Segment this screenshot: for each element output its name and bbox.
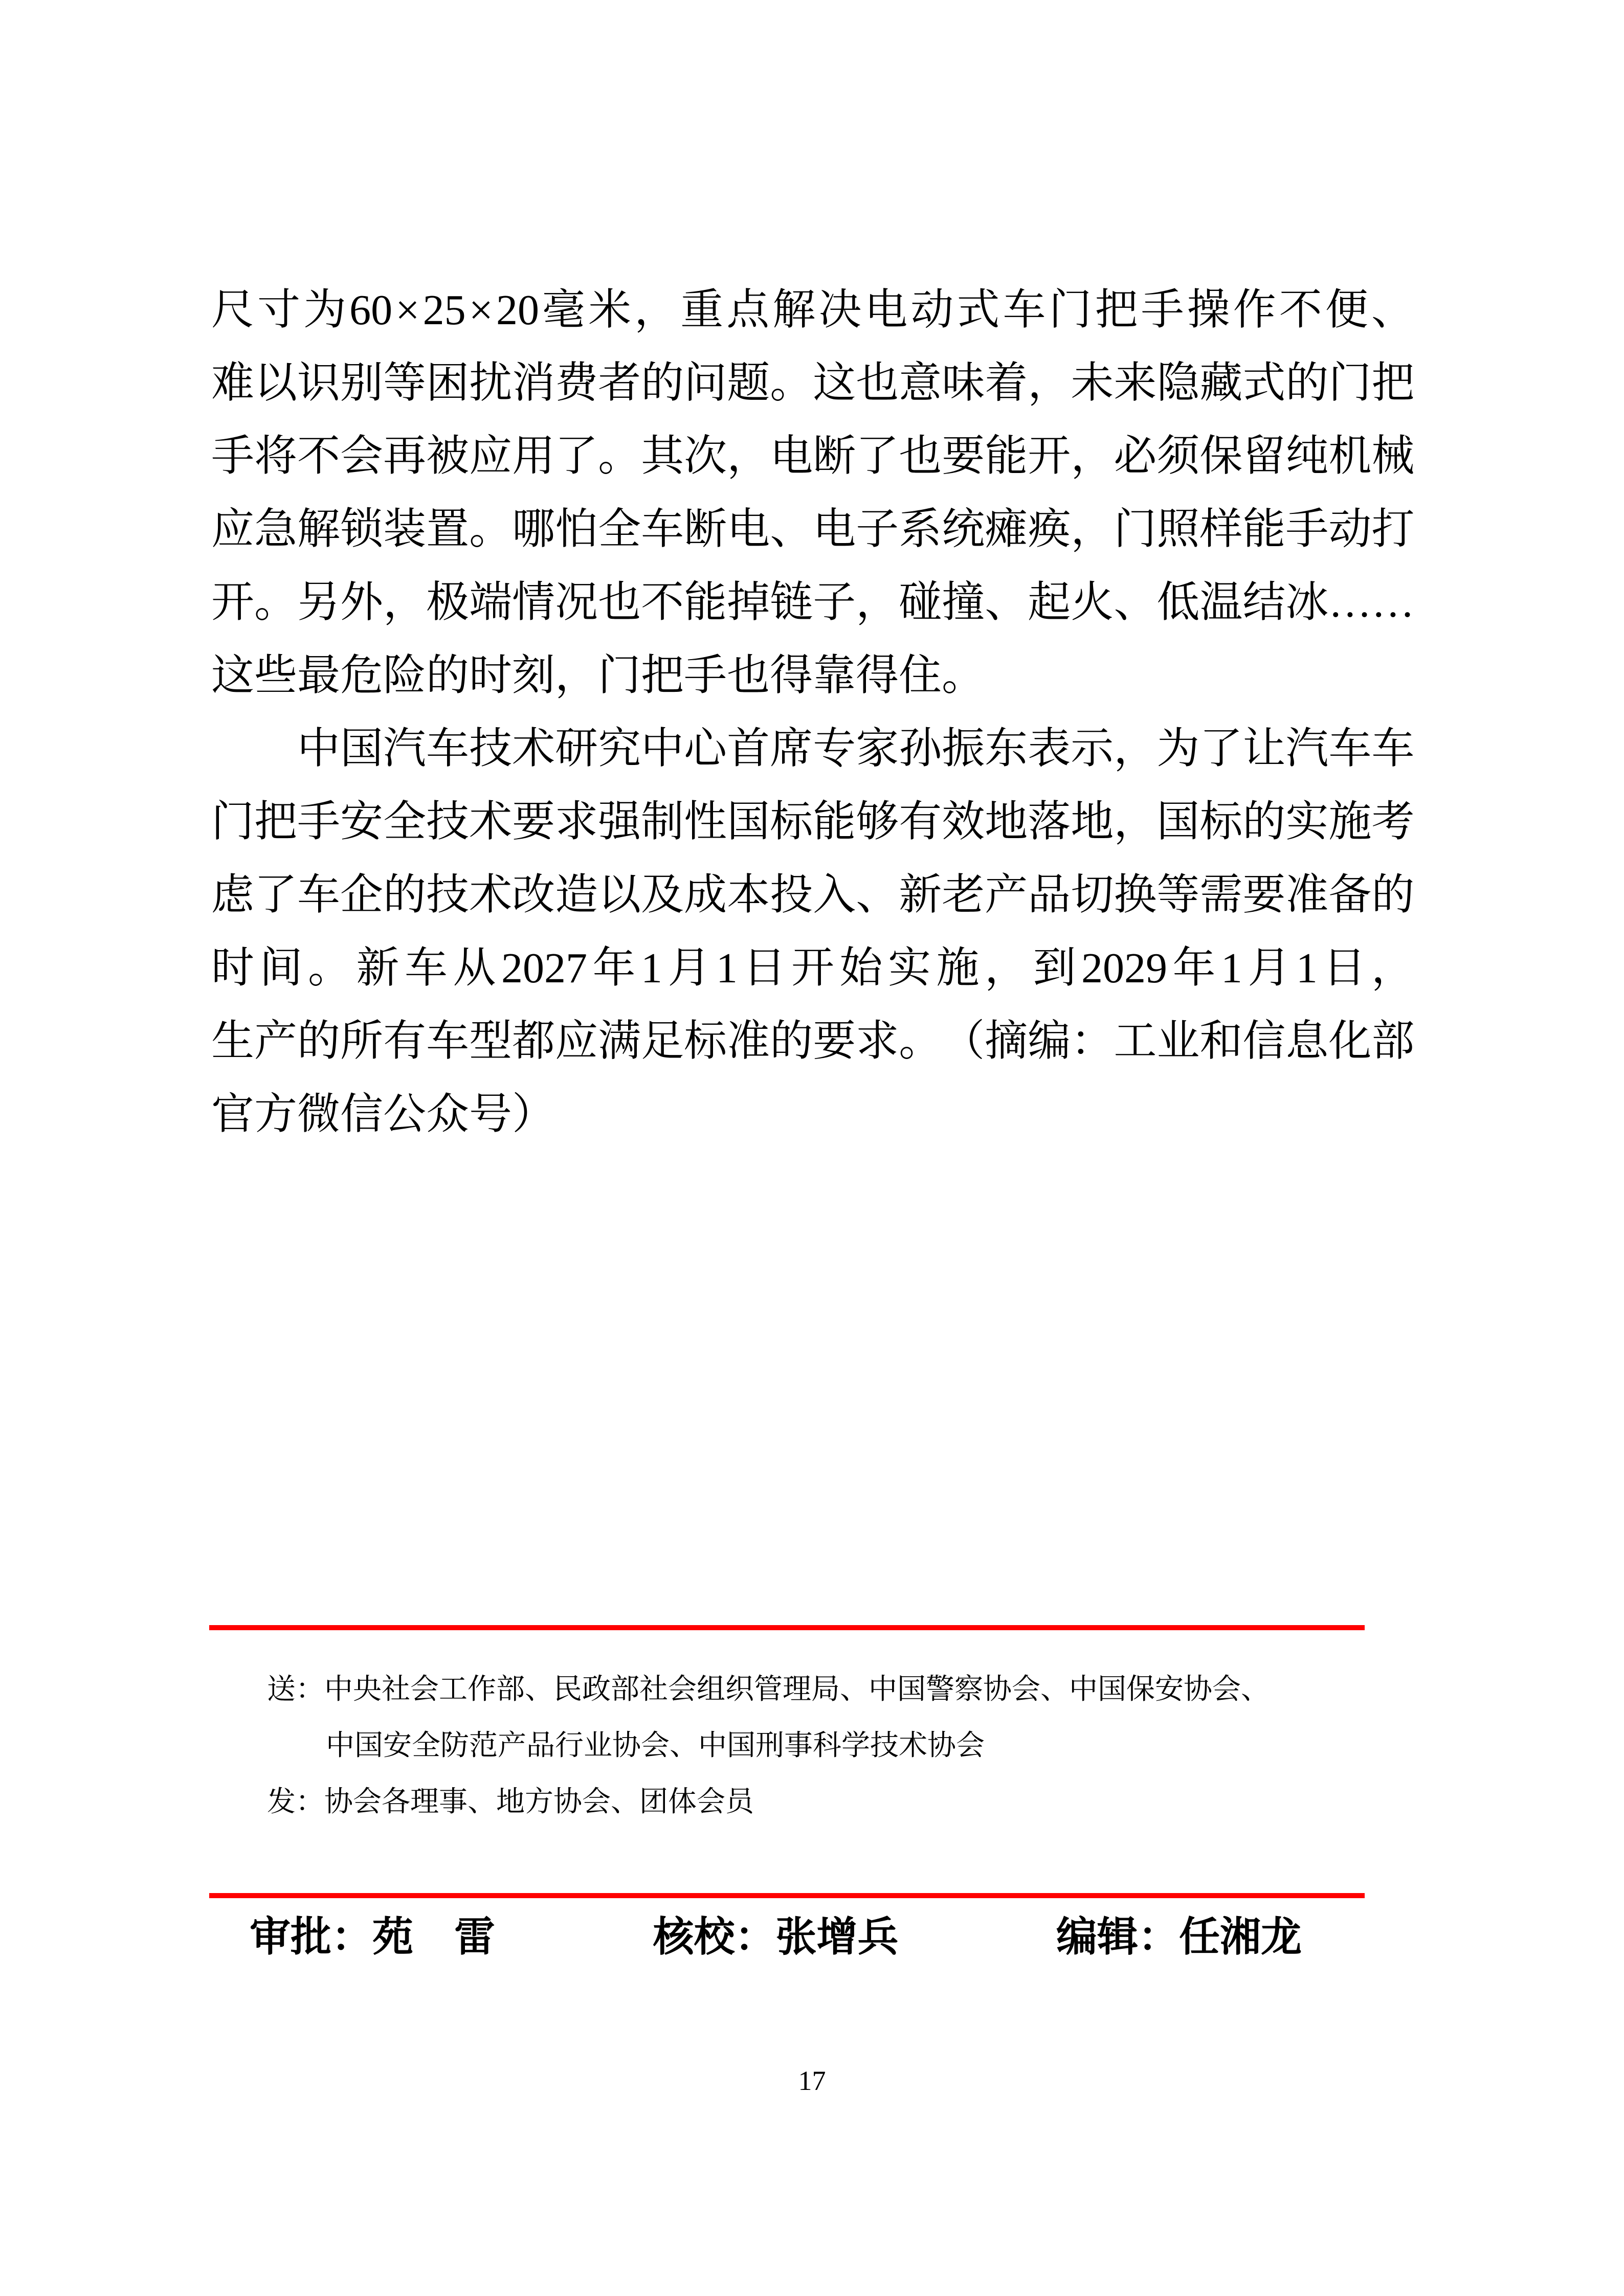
body-text-line: 应 急 解 锁 装 置 。 哪 怕 全 车 断 电 、 电 子 系 统 瘫 痪 ， 门 照 样 能 手 动 打	[211, 506, 1415, 553]
distribution-line: 送：中央社会工作部、民政部社会组织管理局、中国警察协会、中国保安协会、	[267, 1673, 1270, 1705]
separator-line-top	[209, 1625, 1365, 1630]
body-text-line: 这些最危险的时刻，门把手也得靠得住。	[211, 652, 985, 700]
body-text-line: 难 以 识 别 等 困 扰 消 费 者 的 问 题 。 这 也 意 味 着 ， 未 来 隐 藏 式 的 门 把	[211, 359, 1415, 407]
body-text	[211, 274, 1414, 1151]
body-text-line: 官方微信公众号）	[211, 1091, 555, 1138]
proofreader-label: 核校：张增兵	[653, 1914, 899, 1960]
separator-line-bottom	[209, 1893, 1365, 1898]
distribution-line: 中国安全防范产品行业协会、中国刑事科学技术协会	[326, 1729, 985, 1761]
body-text-line: 门 把 手 安 全 技 术 要 求 强 制 性 国 标 能 够 有 效 地 落 地 ， 国 标 的 实 施 考	[211, 798, 1415, 846]
body-text-line: 开 。 另 外 ， 极 端 情 况 也 不 能 掉 链 子 ， 碰 撞 、 起 火 、 低 温 结 冰 … …	[211, 579, 1415, 626]
editor-label: 编辑：任湘龙	[1056, 1914, 1302, 1960]
page-number: 17	[798, 2065, 826, 2096]
distribution-section	[267, 1661, 1418, 1830]
distribution-line: 发：协会各理事、地方协会、团体会员	[267, 1785, 754, 1817]
body-text-line: 虑 了 车 企 的 技 术 改 造 以 及 成 本 投 入 、 新 老 产 品 切 换 等 需 要 准 备 的	[211, 871, 1415, 919]
approver-label: 审批：苑 雷	[250, 1914, 495, 1960]
footer-row	[250, 1912, 1302, 1961]
body-text-line: 生 产 的 所 有 车 型 都 应 满 足 标 准 的 要 求 。 （ 摘 编 ： 工 业 和 信 息 化 部	[211, 1018, 1415, 1065]
body-text-line: 尺 寸 为 60 × 25 × 20 毫 米 ， 重 点 解 决 电 动 式 车 门 把 手 操 作 不 便 、	[211, 286, 1414, 334]
body-text-line: 手 将 不 会 再 被 应 用 了 。 其 次 ， 电 断 了 也 要 能 开 ， 必 须 保 留 纯 机 械	[211, 433, 1415, 480]
body-text-line: 中 国 汽 车 技 术 研 究 中 心 首 席 专 家 孙 振 东 表 示 ， 为 了 让 汽 车 车	[297, 725, 1415, 773]
body-text-line: 时 间 。 新 车 从 2027 年 1 月 1 日 开 始 实 施 ， 到 2029 年 1 月 1 日 ，	[211, 944, 1414, 992]
